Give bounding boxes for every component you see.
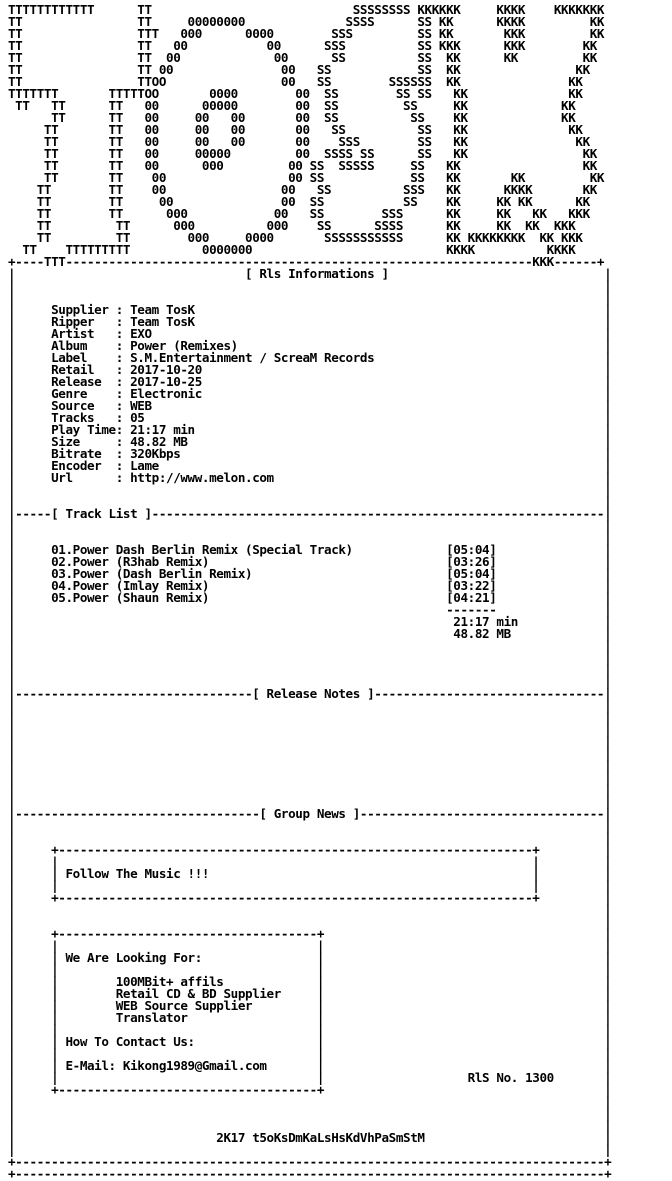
nfo-line: | 03.Power (Dash Berlin Remix) [05:04] | [8, 566, 612, 581]
nfo-line: | | [8, 782, 612, 797]
nfo-line: | | [8, 494, 612, 509]
nfo-line: |---------------------------------[ Release Notes ]--------------------------------| [8, 686, 612, 701]
nfo-line: | | [8, 1106, 612, 1121]
nfo-line: | | [8, 734, 612, 749]
nfo-line: | | E-Mail: Kikong1989@Gmail.com | | [8, 1058, 612, 1073]
nfo-line: | | [8, 518, 612, 533]
nfo-line: | | [8, 482, 612, 497]
nfo-line: TT TT 00 00 00 00 SS SS KK KK [8, 110, 576, 125]
nfo-line: TTTTTTTTTTTT TT SSSSSSSS KKKKKK KKKK KKKKKKK [8, 2, 605, 17]
nfo-line: TT TTTTTTTTT 0000000 KKKK KKKK [8, 242, 576, 257]
nfo-line: | [ Rls Informations ] | [8, 266, 612, 281]
nfo-line: | +------------------------------------------------------------------+ | [8, 842, 612, 857]
nfo-line: | | [8, 698, 612, 713]
nfo-line: | | 100MBit+ affils | | [8, 974, 612, 989]
nfo-line: | | [8, 1118, 612, 1133]
nfo-line: | | Retail CD & BD Supplier | | [8, 986, 612, 1001]
nfo-line: | Bitrate : 320Kbps | [8, 446, 612, 461]
nfo-line: | | Follow The Music !!! | | [8, 866, 612, 881]
nfo-line: | | | | [8, 1046, 612, 1061]
nfo-line: TT TT 00 00 SS SS KK KK [8, 62, 590, 77]
nfo-line: | Genre : Electronic | [8, 386, 612, 401]
nfo-line: | | Translator | | [8, 1010, 612, 1025]
nfo-line: TT TT 00 00000 00 SSSS SS SS KK KK [8, 146, 597, 161]
nfo-line: | | [8, 662, 612, 677]
nfo-line: | Artist : EXO | [8, 326, 612, 341]
nfo-line: | 48.82 MB | [8, 626, 612, 641]
nfo-line: | | | | [8, 854, 612, 869]
nfo-line: | | [8, 650, 612, 665]
nfo-line: | 04.Power (Imlay Remix) [03:22] | [8, 578, 612, 593]
nfo-line: | | [8, 710, 612, 725]
nfo-line: TT TT 00 00 SSS SS KKK KKK KK [8, 38, 597, 53]
nfo-line: | | [8, 1094, 612, 1109]
nfo-line: | | We Are Looking For: | | [8, 950, 612, 965]
nfo-line: | +------------------------------------+ | [8, 1082, 612, 1097]
nfo-line: TT TT 000 0000 SSSSSSSSSSS KK KKKKKKKK KK KKK [8, 230, 583, 245]
nfo-line: | 2K17 t5oKsDmKaLsHsKdVhPaSmStM | [8, 1130, 612, 1145]
nfo-line: TT TT TT 00 00000 00 SS SS KK KK [8, 98, 576, 113]
nfo-line: |-----[ Track List ]---------------------------------------------------------------| [8, 506, 612, 521]
nfo-line: | | [8, 746, 612, 761]
nfo-line: TT TT 00 00 SS SSS KK KKKK KK [8, 182, 597, 197]
nfo-line: | | | | [8, 1022, 612, 1037]
nfo-line: TT TT 000 000 SS SSSS KK KK KK KKK [8, 218, 576, 233]
nfo-line: | 01.Power Dash Berlin Remix (Special Track) [05:04] | [8, 542, 612, 557]
nfo-line: | +------------------------------------------------------------------+ | [8, 890, 612, 905]
nfo-line: | | [8, 770, 612, 785]
nfo-line: | Retail : 2017-10-20 | [8, 362, 612, 377]
nfo-line: | Album : Power (Remixes) | [8, 338, 612, 353]
nfo-line: | | | | [8, 878, 612, 893]
nfo-line: TT TT 00 00 SS SS KK KK KK [8, 170, 605, 185]
nfo-line: | | [8, 278, 612, 293]
nfo-line: | | [8, 530, 612, 545]
nfo-line: |----------------------------------[ Group News ]----------------------------------| [8, 806, 612, 821]
nfo-line: TT TTOO 00 SS SSSSSS KK KK [8, 74, 583, 89]
nfo-line: | | [8, 914, 612, 929]
nfo-line: TT TTT 000 0000 SSS SS KK KKK KK [8, 26, 605, 41]
nfo-line: TT TT 00 00 SS SS KK KK KK [8, 50, 597, 65]
nfo-line: | | WEB Source Supplier | | [8, 998, 612, 1013]
nfo-line: | | [8, 794, 612, 809]
nfo-line: | 21:17 min | [8, 614, 612, 629]
nfo-line: | | [8, 758, 612, 773]
nfo-line: | | [8, 1142, 612, 1157]
nfo-line: | | | RlS No. 1300 | [8, 1070, 612, 1085]
nfo-line: | | [8, 818, 612, 833]
nfo-line: +----------------------------------------------------------------------------------+ [8, 1166, 612, 1181]
nfo-line: | 05.Power (Shaun Remix) [04:21] | [8, 590, 612, 605]
nfo-line: +----------------------------------------------------------------------------------+ [8, 1154, 612, 1169]
nfo-line: TT TT 00 000 00 SS SSSSS SS KK KK [8, 158, 597, 173]
nfo-line: | Ripper : Team TosK | [8, 314, 612, 329]
nfo-line: | Source : WEB | [8, 398, 612, 413]
nfo-line: | +------------------------------------+ | [8, 926, 612, 941]
nfo-line: | | How To Contact Us: | | [8, 1034, 612, 1049]
nfo-line: | Url : http://www.melon.com | [8, 470, 612, 485]
nfo-line: TT TT 000 00 SS SSS KK KK KK KKK [8, 206, 590, 221]
nfo-line: | | | | [8, 938, 612, 953]
nfo-line: TT TT 00 00 00 00 SSS SS KK KK [8, 134, 590, 149]
nfo-line: | | | | [8, 962, 612, 977]
nfo-line: TT TT 00 00 SS SS KK KK KK KK [8, 194, 590, 209]
nfo-line: +----TTT-----------------------------------------------------------------KKK------+ [8, 254, 605, 269]
nfo-line: | | [8, 674, 612, 689]
nfo-line: | Label : S.M.Entertainment / ScreaM Records | [8, 350, 612, 365]
nfo-line: | Size : 48.82 MB | [8, 434, 612, 449]
nfo-line: TT TT 00000000 SSSS SS KK KKKK KK [8, 14, 605, 29]
nfo-line: | | [8, 830, 612, 845]
nfo-line: TTTTTTT TTTTTOO 0000 00 SS SS SS KK KK [8, 86, 583, 101]
nfo-line: TT TT 00 00 00 00 SS SS KK KK [8, 122, 583, 137]
nfo-line: | | [8, 290, 612, 305]
nfo-line: | Tracks : 05 | [8, 410, 612, 425]
nfo-line: | Play Time: 21:17 min | [8, 422, 612, 437]
nfo-line: | ------- | [8, 602, 612, 617]
nfo-line: | | [8, 638, 612, 653]
nfo-line: | | [8, 722, 612, 737]
nfo-line: | Supplier : Team TosK | [8, 302, 612, 317]
nfo-line: | Encoder : Lame | [8, 458, 612, 473]
nfo-line: | Release : 2017-10-25 | [8, 374, 612, 389]
nfo-line: | 02.Power (R3hab Remix) [03:26] | [8, 554, 612, 569]
nfo-line: | | [8, 902, 612, 917]
